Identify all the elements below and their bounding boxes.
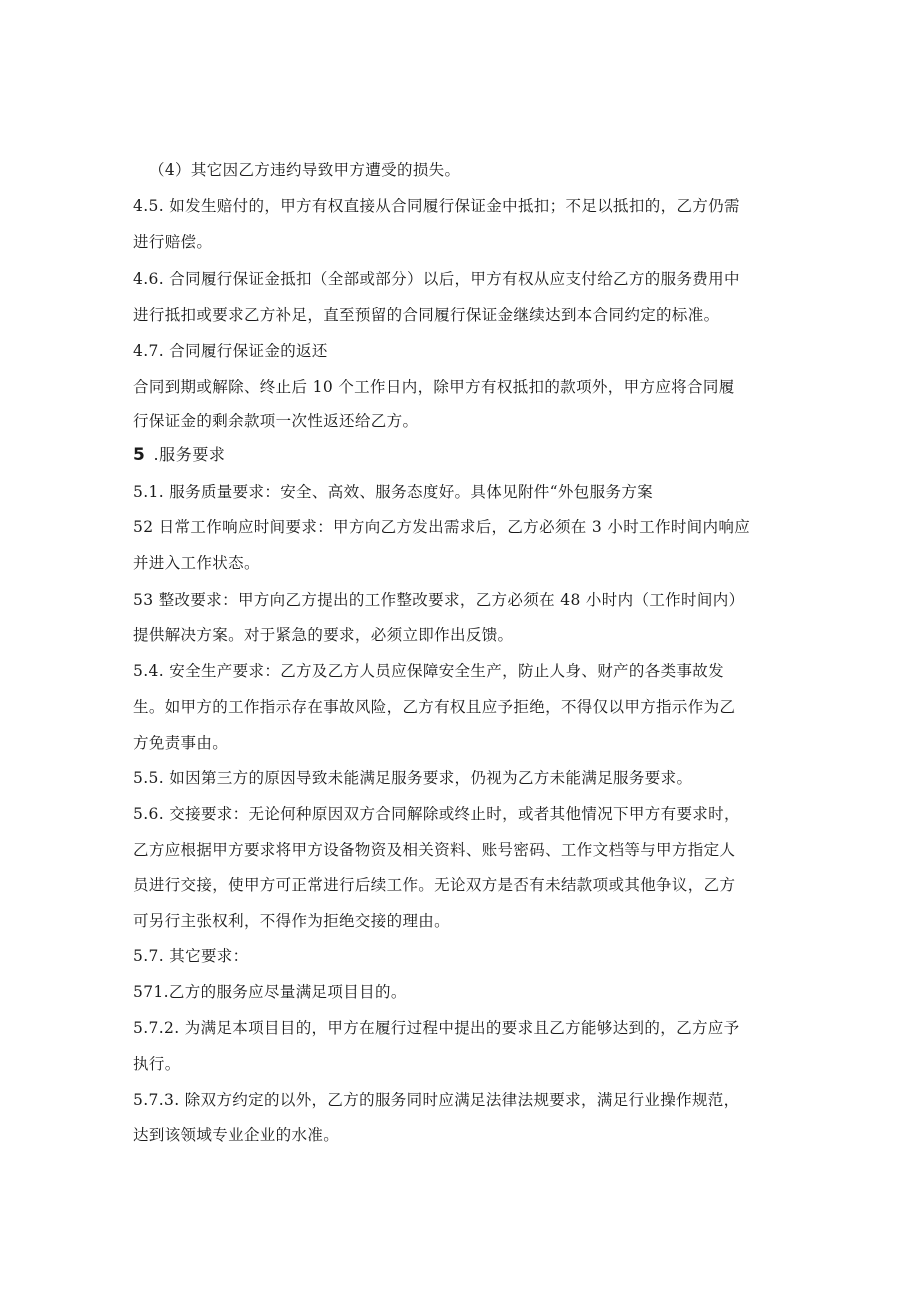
text-line: 4.7. 合同履行保证金的返还	[133, 342, 328, 360]
text-line: 52 日常工作响应时间要求：甲方向乙方发出需求后，乙方必须在 3 小时工作时间内响应	[133, 518, 751, 536]
text-line: 员进行交接，使甲方可正常进行后续工作。无论双方是否有未结款项或其他争议，乙方	[133, 876, 736, 894]
section-number: 5	[133, 445, 146, 465]
text-line: 方免责事由。	[133, 734, 229, 752]
text-line: 合同到期或解除、终止后 10 个工作日内，除甲方有权抵扣的款项外，甲方应将合同履	[133, 378, 735, 396]
text-line: 4.6. 合同履行保证金抵扣（全部或部分）以后，甲方有权从应支付给乙方的服务费用中	[133, 270, 740, 288]
text-line: 5.7. 其它要求：	[133, 947, 249, 965]
text-line: 生。如甲方的工作指示存在事故风险，乙方有权且应予拒绝，不得仅以甲方指示作为乙	[133, 698, 736, 716]
text-line: 乙方应根据甲方要求将甲方设备物资及相关资料、账号密码、工作文档等与甲方指定人	[133, 841, 736, 859]
text-line: 5.5. 如因第三方的原因导致未能满足服务要求，仍视为乙方未能满足服务要求。	[133, 769, 693, 787]
text-line: 进行抵扣或要求乙方补足，直至预留的合同履行保证金继续达到本合同约定的标准。	[133, 306, 720, 324]
text-line: 提供解决方案。对于紧急的要求，必须立即作出反馈。	[133, 626, 514, 644]
text-line: 5.7.3. 除双方约定的以外，乙方的服务同时应满足法律法规要求，满足行业操作规范，	[133, 1091, 740, 1109]
text-line: 进行赔偿。	[133, 233, 213, 251]
text-line: 5.6. 交接要求：无论何种原因双方合同解除或终止时，或者其他情况下甲方有要求时，	[133, 805, 740, 823]
text-line: 5.1. 服务质量要求：安全、高效、服务态度好。具体见附件“外包服务方案	[133, 483, 654, 501]
text-line: 行保证金的剩余款项一次性返还给乙方。	[133, 412, 419, 430]
text-line: （4）其它因乙方违约导致甲方遭受的损失。	[149, 161, 461, 179]
text-line: 5.7.2. 为满足本项目目的，甲方在履行过程中提出的要求且乙方能够达到的，乙方应予	[133, 1019, 740, 1037]
text-line: 4.5. 如发生赔付的，甲方有权直接从合同履行保证金中抵扣；不足以抵扣的，乙方仍需	[133, 197, 740, 215]
text-line: 5.4. 安全生产要求：乙方及乙方人员应保障安全生产，防止人身、财产的各类事故发	[133, 662, 725, 680]
section-heading	[133, 445, 793, 465]
text-line: 53 整改要求：甲方向乙方提出的工作整改要求，乙方必须在 48 小时内（工作时间内）	[133, 591, 745, 609]
text-line: 达到该领域专业企业的水准。	[133, 1126, 340, 1144]
text-line: 可另行主张权利，不得作为拒绝交接的理由。	[133, 912, 451, 930]
text-line: 571.乙方的服务应尽量满足项目目的。	[133, 983, 407, 1001]
text-line: 并进入工作状态。	[133, 554, 260, 572]
text-line: 执行。	[133, 1055, 181, 1073]
section-title: .服务要求	[153, 445, 226, 464]
